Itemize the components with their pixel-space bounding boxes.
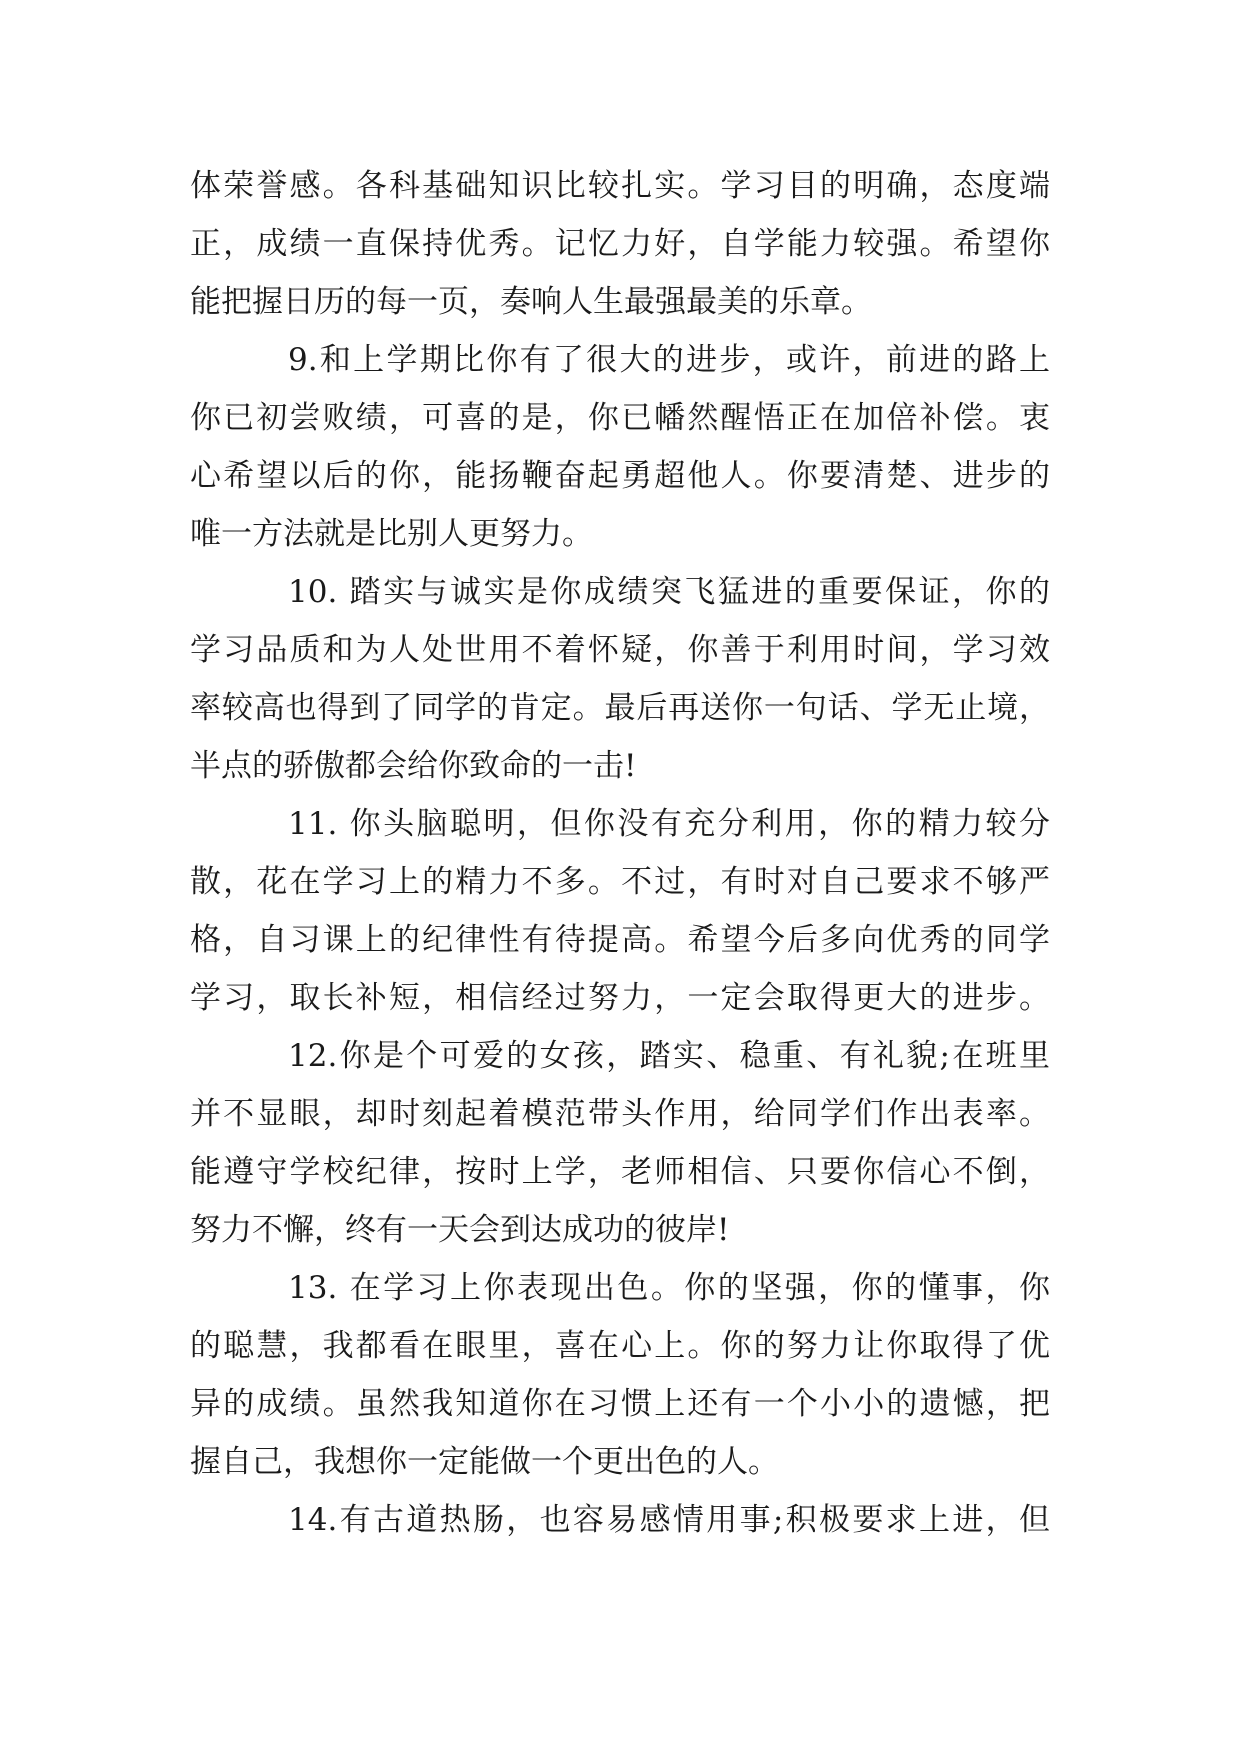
text-line: 半点的骄傲都会给你致命的一击! — [190, 748, 637, 784]
text-line: 并不显眼，却时刻起着模范带头作用，给同学们作出表率。 — [190, 1096, 1050, 1132]
document-body — [190, 157, 1050, 1549]
text-line: 11. 你头脑聪明，但你没有充分利用，你的精力较分 — [288, 806, 1050, 842]
text-line: 散，花在学习上的精力不多。不过，有时对自己要求不够严 — [190, 864, 1050, 900]
text-line: 格，自习课上的纪律性有待提高。希望今后多向优秀的同学 — [190, 922, 1050, 958]
text-line: 能把握日历的每一页，奏响人生最强最美的乐章。 — [190, 284, 872, 320]
text-line: 9.和上学期比你有了很大的进步，或许，前进的路上 — [288, 342, 1050, 378]
text-line: 的聪慧，我都看在眼里，喜在心上。你的努力让你取得了优 — [190, 1328, 1050, 1364]
text-line: 学习品质和为人处世用不着怀疑，你善于利用时间，学习效 — [190, 632, 1050, 668]
text-line: 10. 踏实与诚实是你成绩突飞猛进的重要保证，你的 — [288, 574, 1050, 610]
text-line: 体荣誉感。各科基础知识比较扎实。学习目的明确，态度端 — [190, 168, 1050, 204]
text-line: 13. 在学习上你表现出色。你的坚强，你的懂事，你 — [288, 1270, 1050, 1306]
text-line: 12.你是个可爱的女孩，踏实、稳重、有礼貌;在班里 — [288, 1038, 1050, 1074]
text-line: 正，成绩一直保持优秀。记忆力好，自学能力较强。希望你 — [190, 226, 1050, 262]
text-line: 14.有古道热肠，也容易感情用事;积极要求上进，但 — [288, 1502, 1050, 1538]
text-line: 握自己，我想你一定能做一个更出色的人。 — [190, 1444, 779, 1480]
text-line: 异的成绩。虽然我知道你在习惯上还有一个小小的遗憾，把 — [190, 1386, 1050, 1422]
text-line: 能遵守学校纪律，按时上学，老师相信、只要你信心不倒， — [190, 1154, 1050, 1190]
text-line: 学习，取长补短，相信经过努力，一定会取得更大的进步。 — [190, 980, 1050, 1016]
text-line: 率较高也得到了同学的肯定。最后再送你一句话、学无止境， — [190, 690, 1050, 726]
text-line: 努力不懈，终有一天会到达成功的彼岸! — [190, 1212, 730, 1248]
text-line: 心希望以后的你，能扬鞭奋起勇超他人。你要清楚、进步的 — [190, 458, 1050, 494]
text-line: 唯一方法就是比别人更努力。 — [190, 516, 593, 552]
text-line: 你已初尝败绩，可喜的是，你已幡然醒悟正在加倍补偿。衷 — [190, 400, 1050, 436]
